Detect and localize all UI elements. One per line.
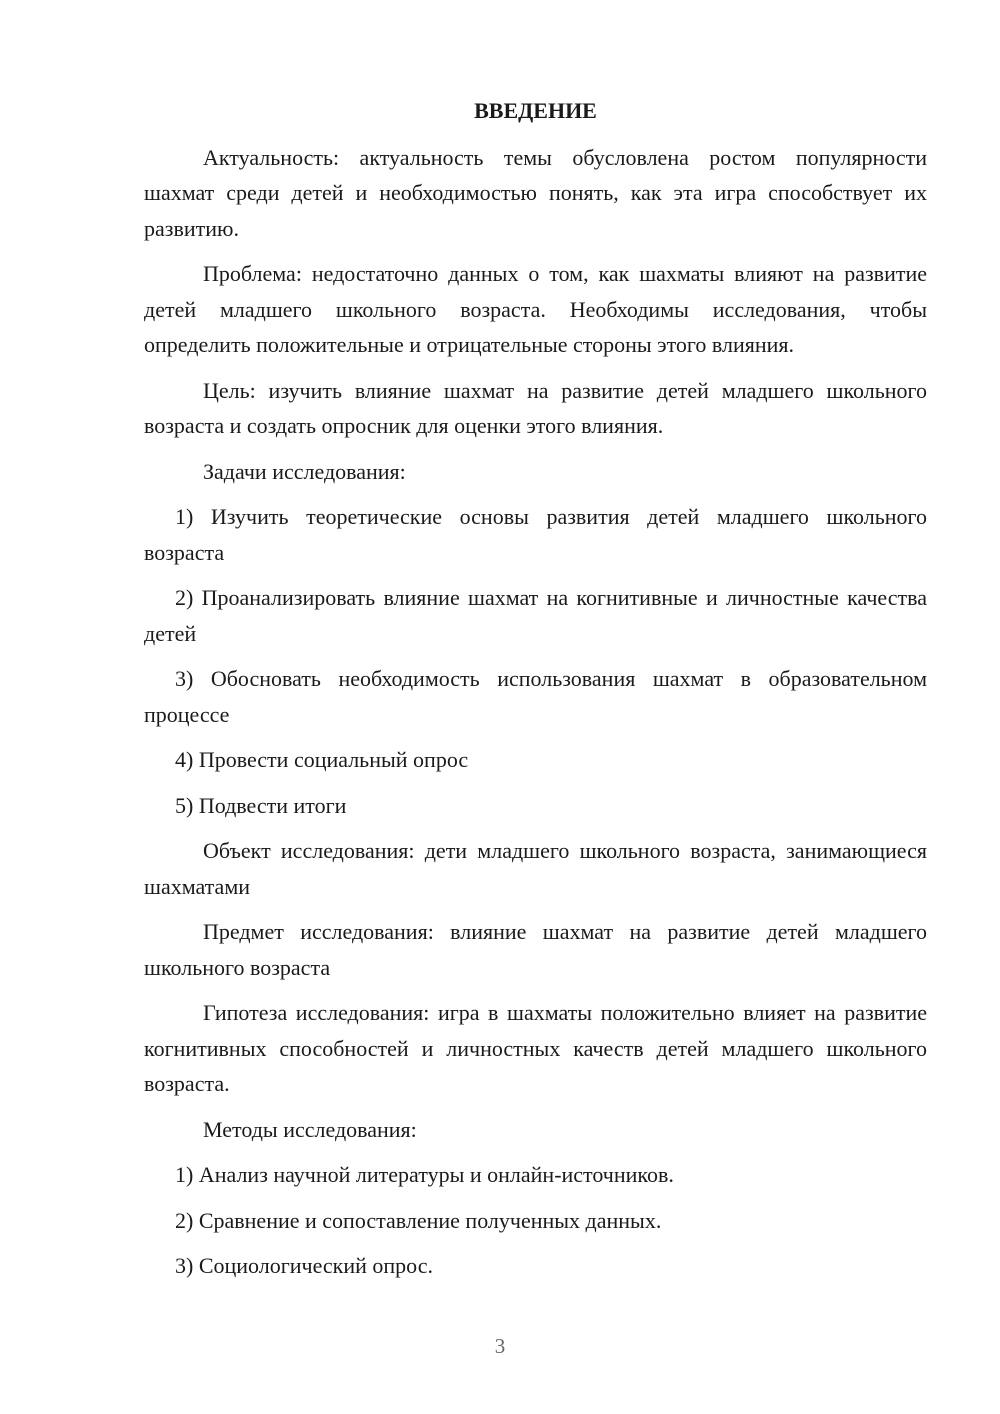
task-item: 5) Подвести итоги	[175, 792, 347, 818]
goal-paragraph: Цель: изучить влияние шахмат на развитие детей младшего школьного возраста и создать опросник для оценки этого влияния.	[144, 377, 927, 438]
tasks-heading: Задачи исследования:	[203, 458, 406, 484]
page-number: 3	[494, 1334, 506, 1358]
relevance-paragraph: Актуальность: актуальность темы обусловлена ростом популярности шахмат среди детей и необходимостью понять, как эта игра способствует их развитию.	[144, 144, 927, 241]
task-item: 3) Обосновать необходимость использования шахмат в образовательном процессе	[144, 666, 927, 727]
method-item: 2) Сравнение и сопоставление полученных данных.	[175, 1207, 662, 1233]
problem-paragraph: Проблема: недостаточно данных о том, как шахматы влияют на развитие детей младшего школьного возраста. Необходимы исследования, чтобы определить положительные и отрицательные стороны этого влияния.	[144, 261, 927, 357]
task-item: 1) Изучить теоретические основы развития детей младшего школьного возраста	[144, 504, 927, 565]
task-item: 2) Проанализировать влияние шахмат на когнитивные и личностные качества детей	[144, 585, 927, 646]
page-content	[144, 93, 927, 1284]
method-item: 3) Социологический опрос.	[175, 1253, 433, 1278]
page-title: ВВЕДЕНИЕ	[474, 98, 597, 123]
method-item: 1) Анализ научной литературы и онлайн-источников.	[175, 1162, 674, 1187]
hypothesis-paragraph: Гипотеза исследования: игра в шахматы положительно влияет на развитие когнитивных способностей и личностных качеств детей младшего школьного возраста.	[144, 1000, 927, 1096]
task-item: 4) Провести социальный опрос	[175, 747, 469, 772]
subject-paragraph: Предмет исследования: влияние шахмат на развитие детей младшего школьного возраста	[144, 919, 927, 980]
methods-heading: Методы исследования:	[203, 1116, 417, 1142]
object-paragraph: Объект исследования: дети младшего школьного возраста, занимающиеся шахматами	[144, 838, 927, 899]
